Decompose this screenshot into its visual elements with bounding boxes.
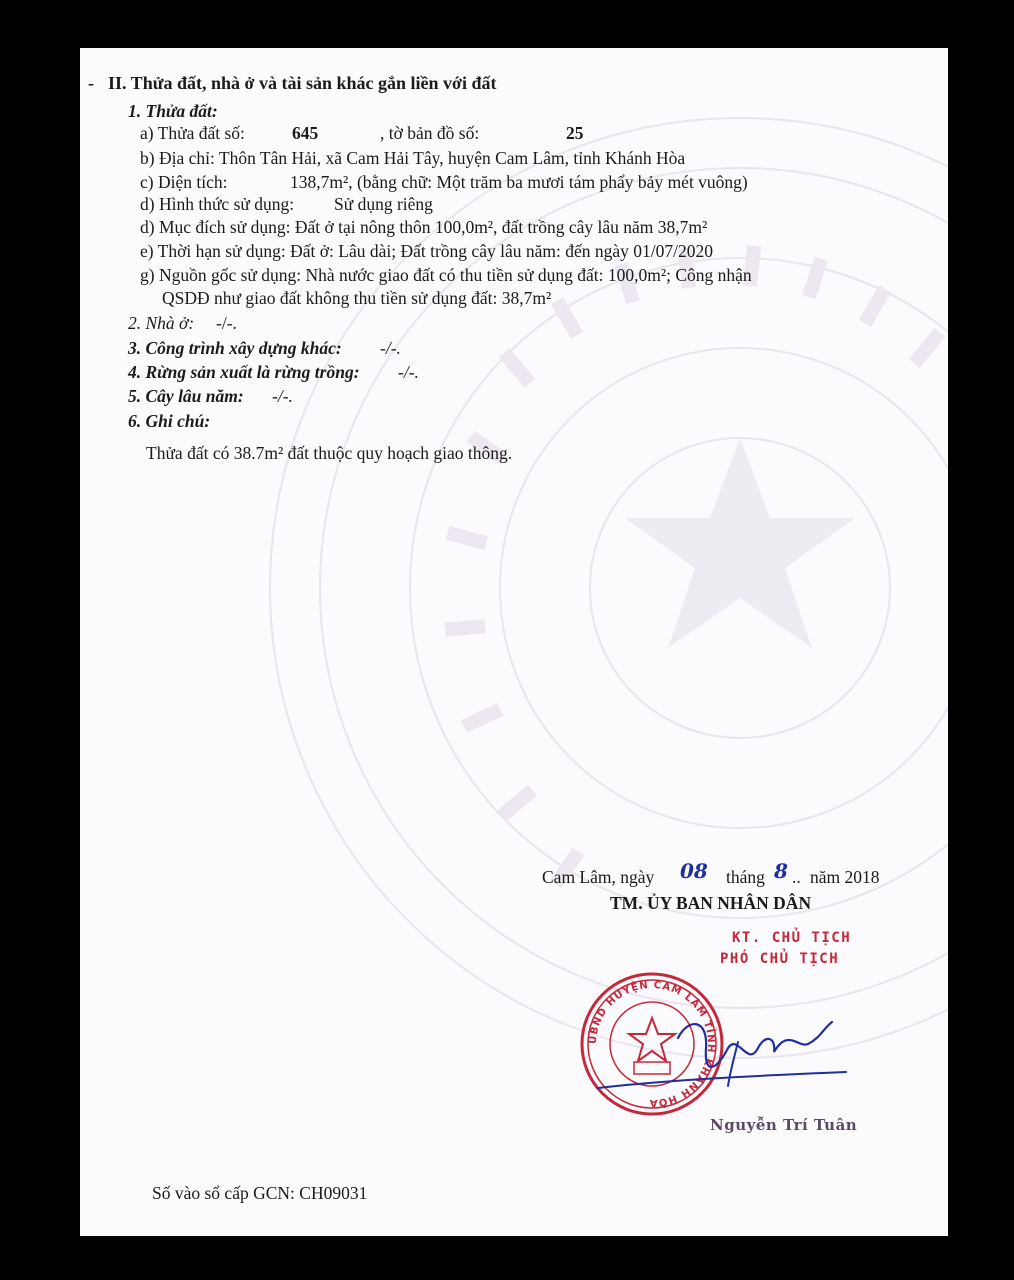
usage-form-value: Sử dụng riêng	[334, 194, 433, 214]
gcn-registry-number: Số vào sổ cấp GCN: CH09031	[152, 1183, 368, 1203]
committee-title: TM. ỦY BAN NHÂN DÂN	[610, 893, 812, 913]
date-day: 08	[680, 859, 708, 883]
usage-purpose-line: d) Mục đích sử dụng: Đất ở tại nông thôn 100,0m², đất trồng cây lâu năm 38,7m²	[140, 217, 708, 237]
note-heading: 6. Ghi chú:	[128, 411, 211, 431]
house-value: -/-.	[216, 313, 237, 333]
area-value: 138,7m², (bằng chữ: Một trăm ba mươi tám phẩy bảy mét vuông)	[290, 172, 748, 192]
planted-forest-value: -/-.	[398, 362, 419, 382]
origin-line-2: QSDĐ như giao đất không thu tiền sử dụng đất: 38,7m²	[162, 288, 552, 308]
map-sheet-number: 25	[566, 123, 584, 143]
date-month-label: tháng	[726, 867, 765, 887]
address-line: b) Địa chỉ: Thôn Tân Hải, xã Cam Hải Tây, huyện Cam Lâm, tỉnh Khánh Hòa	[140, 148, 686, 168]
section-title: II. Thửa đất, nhà ở và tài sản khác gắn liền với đất	[108, 73, 497, 93]
role-line-1: KT. CHỦ TỊCH	[732, 930, 852, 946]
usage-term-line: e) Thời hạn sử dụng: Đất ở: Lâu dài; Đất trồng cây lâu năm: đến ngày 01/07/2020	[140, 241, 713, 261]
date-year: năm 2018	[810, 867, 880, 887]
parcel-heading: 1. Thửa đất:	[128, 101, 218, 121]
parcel-number: 645	[292, 123, 319, 143]
planted-forest-label: 4. Rừng sản xuất là rừng trồng:	[128, 362, 360, 382]
handwritten-signature	[588, 1008, 848, 1098]
house-label: 2. Nhà ở:	[128, 313, 195, 333]
note-text: Thửa đất có 38.7m² đất thuộc quy hoạch giao thông.	[146, 443, 513, 463]
signer-name: Nguyễn Trí Tuân	[710, 1116, 858, 1134]
svg-text:UBND HUYỆN CAM LÂM TỈNH KHÁNH: UBND HUYỆN CAM LÂM TỈNH KHÁNH HÒA	[587, 979, 717, 1109]
perennial-trees-label: 5. Cây lâu năm:	[128, 386, 244, 406]
certificate-page	[80, 48, 948, 1236]
role-line-2: PHÓ CHỦ TỊCH	[720, 951, 840, 967]
other-works-value: -/-.	[380, 338, 401, 358]
date-prefix: Cam Lâm, ngày	[542, 867, 655, 887]
date-month: 8	[774, 859, 788, 883]
usage-form-label: d) Hình thức sử dụng:	[140, 194, 295, 214]
parcel-number-label: a) Thửa đất số:	[140, 123, 245, 143]
section-bullet: -	[88, 73, 94, 93]
perennial-trees-value: -/-.	[272, 386, 293, 406]
origin-line-1: g) Nguồn gốc sử dụng: Nhà nước giao đất có thu tiền sử dụng đất: 100,0m²; Công nhận	[140, 265, 752, 285]
area-label: c) Diện tích:	[140, 172, 228, 192]
other-works-label: 3. Công trình xây dựng khác:	[128, 338, 342, 358]
date-month-dots: ..	[792, 867, 801, 887]
map-sheet-label: , tờ bản đồ số:	[380, 123, 480, 143]
